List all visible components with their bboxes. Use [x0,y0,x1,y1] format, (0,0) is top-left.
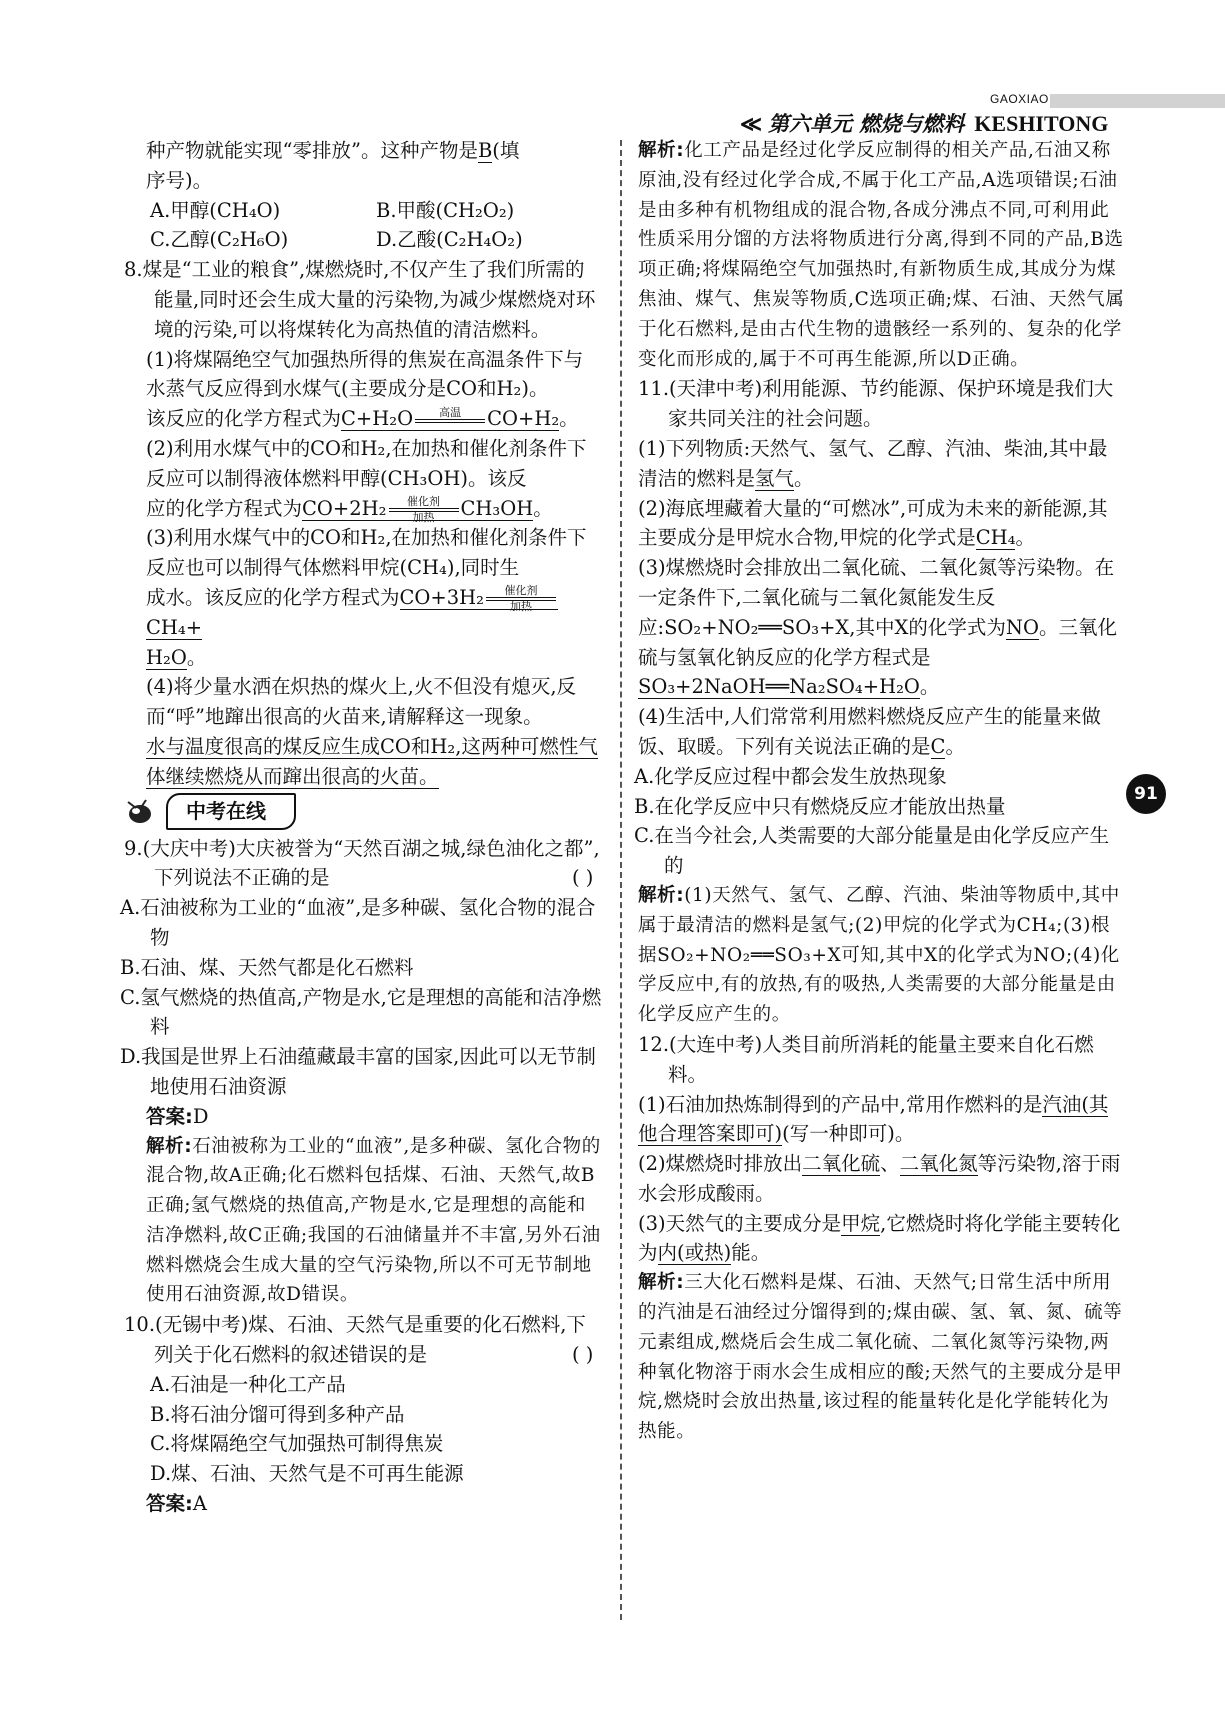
q11-option-b: B.在化学反应中只有燃烧反应才能放出热量 [634,794,1006,818]
q12-stem: 12.(大连中考)人类目前所消耗的能量主要来自化石燃料。 [638,1032,1094,1086]
q7-answer: B [477,139,493,162]
header-series-title: GAOXIAO [990,92,1049,106]
q8-part3-equation-2: H₂O。 [146,645,207,669]
q7-option-c: C.乙醇(C₂H₆O) [150,228,289,252]
q7-option-a: A.甲醇(CH₄O) [150,198,281,222]
q10-answer: 答案:A [146,1492,207,1516]
q7-tail: 种产物就能实现“零排放”。这种产物是B(填 [146,139,520,162]
q11-part3: (3)煤燃烧时会排放出二氧化硫、二氧化氮等污染物。在一定条件下,二氧化硫与二氧化氮能发生反应:SO₂+NO₂══SO₃+X,其中X的化学式为NO。三氧化硫与氢氧化钠反应的化学方程式是SO₃+2NaOH══Na₂SO₄+H₂O。 [638,556,1117,699]
q12-part3: (3)天然气的主要成分是甲烷,它燃烧时将化学能主要转化为内(或热)能。 [638,1211,1121,1265]
mouse-icon [124,798,156,826]
header-title [740,108,1108,138]
q8-stem: 8.煤是“工业的粮食”,煤燃烧时,不仅产生了我们所需的能量,同时还会生成大量的污染物,为减少煤燃烧对环境的污染,可以将煤转化为高热值的清洁燃料。 [124,258,596,341]
q10-option-a: A.石油是一种化工产品 [150,1372,346,1396]
q8-part2: (2)利用水煤气中的CO和H₂,在加热和催化剂条件下反应可以制得液体燃料甲醇(CH₃OH)。该反 [146,436,587,490]
q7-options-row1 [124,196,602,226]
q7-options-row2 [124,225,602,255]
header-bar [1050,94,1225,108]
page-number: 91 [1126,774,1166,814]
q9-option-c: C.氢气燃烧的热值高,产物是水,它是理想的高能和洁净燃料 [120,985,602,1039]
q8-part3: (3)利用水煤气中的CO和H₂,在加热和催化剂条件下反应也可以制得气体燃料甲烷(CH₄),同时生 [146,526,587,580]
q7-option-d: D.乙酸(C₂H₄O₂) [376,228,523,252]
q8-part4: (4)将少量水洒在炽热的煤火上,火不但没有熄灭,反而“呼”地蹿出很高的火苗来,请解释这一现象。 [146,675,577,729]
q9-solution: 解析:石油被称为工业的“血液”,是多种碳、氢化合物的混合物,故A正确;化石燃料包括煤、石油、天然气,故B正确;氢气燃烧的热值高,产物是水,它是理想的高能和洁净燃料,故C正确;我国的石油储量并不丰富,另外石油燃料燃烧会生成大量的空气污染物,所以不可无节制地使用石油资源,故D错误。 [146,1135,601,1306]
q11-solution: 解析:(1)天然气、氢气、乙醇、汽油、柴油等物质中,其中属于最清洁的燃料是氢气;(2)甲烷的化学式为CH₄;(3)根据SO₂+NO₂══SO₃+X可知,其中X的化学式为NO;(4)化学反应中,有的放热,有的吸热,人类需要的大部分能量是由化学反应产生的。 [638,884,1120,1026]
q12-solution: 解析:三大化石燃料是煤、石油、天然气;日常生活中所用的汽油是石油经过分馏得到的;煤由碳、氢、氧、氮、硫等元素组成,燃烧后会生成二氧化硫、二氧化氮等污染物,两种氧化物溶于雨水会生成相应的酸;天然气的主要成分是甲烷,燃烧时会放出热量,该过程的能量转化是化学能转化为热能。 [638,1272,1123,1443]
q12-part2: (2)煤燃烧时排放出二氧化硫、二氧化氮等污染物,溶于雨水会形成酸雨。 [638,1152,1121,1205]
left-column [120,136,602,1519]
q10-option-d: D.煤、石油、天然气是不可再生能源 [150,1462,464,1486]
brand-name: KESHITONG [974,111,1109,136]
q9-option-d: D.我国是世界上石油蕴藏最丰富的国家,因此可以无节制地使用石油资源 [120,1045,596,1098]
section-title: 中考在线 [166,793,296,831]
right-column [634,136,1125,1447]
q8-part3-equation: 成水。该反应的化学方程式为CO+3H₂ 催化剂 加热 CH₄+ [124,583,602,643]
unit-title: 第六单元 燃烧与燃料 [767,111,965,136]
q11-part1: (1)下列物质:天然气、氢气、乙醇、汽油、柴油,其中最清洁的燃料是氢气。 [638,436,1108,490]
q10-solution: 解析:化工产品是经过化学反应制得的相关产品,石油又称原油,没有经过化学合成,不属于化工产品,A选项错误;石油是由多种有机物组成的混合物,各成分沸点不同,可利用此性质采用分馏的方法将物质进行分离,得到不同的产品,B选项正确;将煤隔绝空气加强热时,有新物质生成,其成分为煤焦油、煤气、焦炭等物质,C选项正确;煤、石油、天然气属于化石燃料,是由古代生物的遗骸经一系列的、复杂的化学变化而形成的,属于不可再生能源,所以D正确。 [638,140,1125,370]
q11-part4: (4)生活中,人们常常利用燃料燃烧反应产生的能量来做饭、取暖。下列有关说法正确的是C。 [638,705,1101,758]
q11-stem: 11.(天津中考)利用能源、节约能源、保护环境是我们大家共同关注的社会问题。 [638,377,1114,431]
q9-option-b: B.石油、煤、天然气都是化石燃料 [120,955,414,979]
q10-option-c: C.将煤隔绝空气加强热可制得焦炭 [150,1432,444,1456]
q9-answer: 答案:D [146,1104,209,1128]
q7-tail-2: 序号)。 [146,168,213,192]
q11-option-c: C.在当今社会,人类需要的大部分能量是由化学反应产生的 [634,824,1110,878]
q8-part2-equation: 应的化学方程式为CO+2H₂ 催化剂 加热 CH₃OH。 [146,495,553,525]
chevron-left-icon: ≪ [740,111,762,136]
q10-stem: 10.(无锡中考)煤、石油、天然气是重要的化石燃料,下列关于化石燃料的叙述错误的是 ( ) [124,1313,594,1367]
q8-part4-answer: 水与温度很高的煤反应生成CO和H₂,这两种可燃性气体继续燃烧从而蹿出很高的火苗。 [146,734,598,788]
column-divider [620,140,622,1620]
q8-part1: (1)将煤隔绝空气加强热所得的焦炭在高温条件下与水蒸气反应得到水煤气(主要成分是CO和H₂)。 [146,347,584,401]
section-header [124,796,602,828]
q11-option-a: A.化学反应过程中都会发生放热现象 [634,764,947,788]
q8-part1-equation: 该反应的化学方程式为C+H₂O 高温 CO+H₂。 [146,405,579,431]
q9-stem: 9.(大庆中考)大庆被誉为“天然百湖之城,绿色油化之都”,下列说法不正确的是 ( ) [124,836,600,890]
q10-option-b: B.将石油分馏可得到多种产品 [150,1402,405,1426]
q9-option-a: A.石油被称为工业的“血液”,是多种碳、氢化合物的混合物 [120,896,596,949]
q7-option-b: B.甲酸(CH₂O₂) [376,198,515,222]
q12-part1: (1)石油加热炼制得到的产品中,常用作燃料的是汽油(其他合理答案即可)(写一种即可)。 [638,1092,1109,1146]
q11-part2: (2)海底埋藏着大量的“可燃冰”,可成为未来的新能源,其主要成分是甲烷水合物,甲烷的化学式是CH₄。 [638,496,1108,550]
